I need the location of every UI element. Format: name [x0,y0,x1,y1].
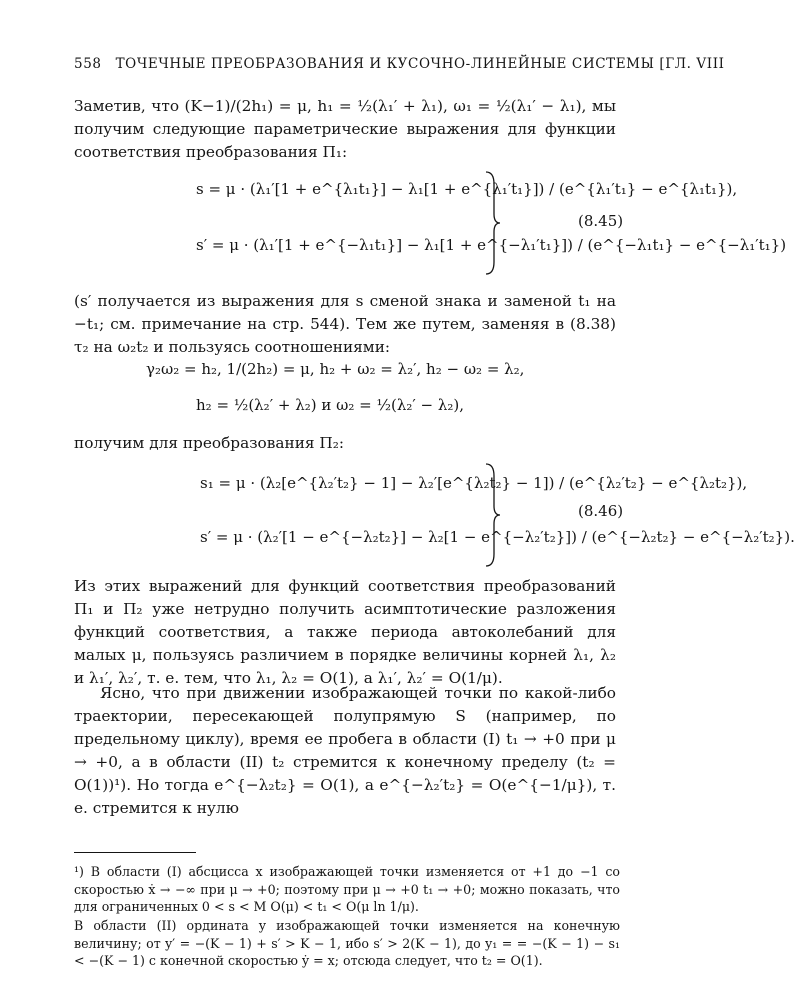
footnote-1: ¹) В области (I) абсцисса x изображающей точки изменяется от +1 до −1 со скоростью ẋ → −∞ при μ → +0; поэтому при μ → +0 t₁ → +0; можно показать, что для ограниченных 0 < s < M O(μ) < t₁ < O(μ ln 1/μ). [74,864,620,914]
running-header [74,56,725,72]
equation-number-8-45: (8.45) [578,212,624,230]
paragraph-motion: Ясно, что при движении изображающей точки по какой-либо траектории, пересекающей полупрямую S (например, по предельному циклу), время ее пробега в области (I) t₁ → +0 при μ → +0, а в области (II) t₂ стремится к конечному пределу (t₂ = O(1))¹). Но тогда e^{−λ₂t₂} = O(1), а e^{−λ₂′t₂} = O(e^{−1/μ}), т. е. стремится к нулю [74,684,616,817]
relations-line-1: γ₂ω₂ = h₂, 1/(2h₂) = μ, h₂ + ω₂ = λ₂′, h₂ − ω₂ = λ₂, [146,360,525,378]
footnote-1-continued: В области (II) ордината y изображающей точки изменяется на конечную величину; от y′ = −(K − 1) + s′ > K − 1, ибо s′ > 2(K − 1), до y₁ = = −(K − 1) − s₁ < −(K − 1) с конечной скоростью ẏ = x; отсюда следует, что t₂ = O(1). [74,918,620,968]
right-brace [484,170,502,276]
paragraph-intro: Заметив, что (K−1)/(2h₁) = μ, h₁ = ½(λ₁′ + λ₁), ω₁ = ½(λ₁′ − λ₁), мы получим следующие параметрические выражения для функции соответствия преобразования Π₁: [74,97,616,161]
equation-8-45-line-1: s = μ · (λ₁′[1 + e^{λ₁t₁}] − λ₁[1 + e^{λ₁′t₁}]) / (e^{λ₁′t₁} − e^{λ₁t₁}), [196,180,738,198]
right-brace [484,462,502,568]
relations-line-2: h₂ = ½(λ₂′ + λ₂) и ω₂ = ½(λ₂′ − λ₂), [196,396,465,414]
paragraph-transformation-2: получим для преобразования Π₂: [74,434,345,452]
equation-8-46-line-1: s₁ = μ · (λ₂[e^{λ₂′t₂} − 1] − λ₂′[e^{λ₂t₂} − 1]) / (e^{λ₂′t₂} − e^{λ₂t₂}), [200,474,748,492]
running-title: ТОЧЕЧНЫЕ ПРЕОБРАЗОВАНИЯ И КУСОЧНО-ЛИНЕЙНЫЕ СИСТЕМЫ [ГЛ. VIII [115,56,725,72]
footnote-rule [74,852,196,853]
paragraph-substitution: (s′ получается из выражения для s сменой знака и заменой t₁ на −t₁; см. примечание на стр. 544). Тем же путем, заменяя в (8.38) τ₂ на ω₂t₂ и пользуясь соотношениями: [74,292,616,356]
equation-number-8-46: (8.46) [578,502,624,520]
page-number: 558 [74,56,102,72]
equation-8-45-line-2: s′ = μ · (λ₁′[1 + e^{−λ₁t₁}] − λ₁[1 + e^{−λ₁′t₁}]) / (e^{−λ₁t₁} − e^{−λ₁′t₁}) [196,236,787,254]
paragraph-asymptotic: Из этих выражений для функций соответствия преобразований Π₁ и Π₂ уже нетрудно получить асимптотические разложения функций соответствия, а также периода автоколебаний для малых μ, пользуясь различием в порядке величины корней λ₁, λ₂ и λ₁′, λ₂′, т. е. тем, что λ₁, λ₂ = O(1), а λ₁′, λ₂′ = O(1/μ). [74,577,616,687]
equation-8-46-line-2: s′ = μ · (λ₂′[1 − e^{−λ₂t₂}] − λ₂[1 − e^{−λ₂′t₂}]) / (e^{−λ₂t₂} − e^{−λ₂′t₂}). [200,528,795,546]
